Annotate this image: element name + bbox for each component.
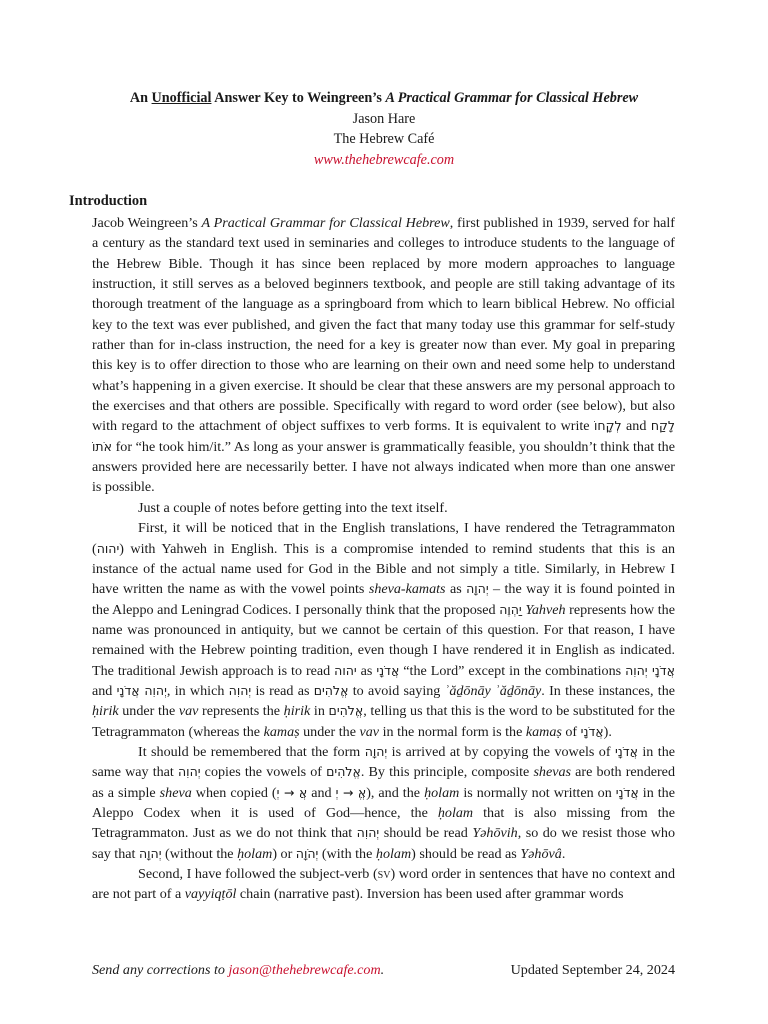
hebrew-text: אֲדֹנָי	[376, 662, 400, 678]
hebrew-text: לָקַח אֹתוֹ	[92, 418, 675, 454]
paragraph-1: Jacob Weingreen’s A Practical Grammar for Classical Hebrew, first published in 1939, served for half a century as the standard text used in seminaries and colleges to introduce students to the language of the Hebrew Bible. Though it has since been replaced by more modern approaches to language instruction, it still serves as a beloved beginners textbook, and people are still taking advantage of its thorough treatment of the language as a springboard from which to learn biblical Hebrew. No official key to the text was ever published, and given the fact that many today use this grammar for self-study rather than for in-class instruction, the need for a key is greater now than ever. My goal in preparing this key is to offer direction to those who are learning on their own and need some help to understand what’s happening in a given exercise. It should be clear that these answers are my personal approach to the exercises and that others are possible. Specifically with regard to word order (see below), but also with regard to the attachment of object suffixes to verb forms. It is equivalent to write לְקָחוֹ and לָקַח אֹתוֹ for “he took him/it.” As long as your answer is grammatically feasible, you shouldn’t think that the answers provided here are necessarily better. I have not always indicated when more than one answer is possible.	[92, 215, 675, 496]
website-link[interactable]: www.thehebrewcafe.com	[313, 151, 455, 168]
hebrew-text: יְהוִה	[178, 764, 201, 780]
paragraph-4: It should be remembered that the form יְהוָה is arrived at by copying the vowels of אֲדֹנָי in the same way that יְהוִה copies the vowels of אֱלֹהִים. By this principle, composite shevas are both rendered as a simple sheva when copied (אֲ → יְ and אֱ → יְ), and the ḥolam is normally not written on אֲדֹנָי in the Aleppo Codex when it is used of God—hence, the ḥolam that is also missing from the Tetragrammaton. Just as we do not think that יְהוִה should be read Yəhōvih, so do we resist those who say that יְהוָה (without the ḥolam) or יְהֹוָה (with the ḥolam) should be read as Yəhōvâ.	[92, 743, 675, 862]
document-title: An Unofficial Answer Key to Weingreen’s A Practical Grammar for Classical Hebrew	[129, 90, 639, 106]
hebrew-text: אֱלֹהִים	[328, 703, 364, 719]
hebrew-text: אֱלֹהִים	[326, 764, 361, 780]
hebrew-text: יְהוָה	[364, 743, 388, 759]
author-name: Jason Hare	[352, 110, 416, 127]
hebrew-text: יְהוִה	[356, 825, 380, 841]
hebrew-text: אֲדֹנָי	[580, 723, 604, 739]
organization-name: The Hebrew Café	[333, 131, 435, 147]
introduction-heading: Introduction	[69, 193, 148, 209]
email-link[interactable]: jason@thehebrewcafe.com	[228, 962, 381, 978]
hebrew-text: לְקָחוֹ	[594, 418, 622, 434]
hebrew-text: יהוה	[334, 662, 357, 678]
hebrew-text: יְהוָה	[138, 845, 162, 861]
hebrew-text: יְהוִה אֲדֹנָי	[116, 682, 167, 698]
title-unofficial: Unofficial	[151, 90, 212, 106]
hebrew-text: אֲדֹנָי	[615, 784, 639, 800]
paragraph-2: Just a couple of notes before getting into the text itself.	[138, 499, 448, 516]
hebrew-text: יַהְוֶה	[499, 601, 522, 617]
corrections-note: Send any corrections to jason@thehebrewcafe.com.	[92, 962, 385, 978]
hebrew-text: יהוה	[96, 540, 120, 556]
updated-date: Updated September 24, 2024	[510, 962, 675, 978]
hebrew-text: יְהוִה	[228, 682, 252, 698]
hebrew-text: אֱלֹהִים	[313, 682, 349, 698]
hebrew-text: אֲדֹנָי	[614, 743, 638, 759]
title-book: A Practical Grammar for Classical Hebrew	[385, 90, 639, 106]
paragraph-3: First, it will be noticed that in the English translations, I have rendered the Tetragrammaton (יהוה) with Yahweh in English. This is a compromise intended to remind students that this is an instance of the actual name used for God in the Bible and not simply a title. Similarly, in Hebrew I have written the name as with the vowel points sheva-kamats as יְהוָה – the way it is found pointed in the Aleppo and Leningrad Codices. I personally think that the proposed יַהְוֶה Yahveh represents how the name was pronounced in antiquity, but we cannot be certain of this question. For that reason, I have remained with the Hebrew pointing tradition, even though I have rendered it in English as indicated. The traditional Jewish approach is to read יהוה as אֲדֹנָי “the Lord” except in the combinations אֲדֹנָי יְהוִה and יְהוִה אֲדֹנָי, in which יְהוִה is read as אֱלֹהִים to avoid saying ʾăḏōnāy ʾăḏōnāy. In these instances, the ḥirik under the vav represents the ḥirik in אֱלֹהִים, telling us that this is the word to be substituted for the Tetragrammaton (whereas the kamaṣ under the vav in the normal form is the kamaṣ of אֲדֹנָי).	[92, 520, 676, 740]
introduction-body	[92, 213, 675, 905]
hebrew-text: יְהוָה	[466, 581, 489, 597]
hebrew-text: יְהֹוָה	[295, 845, 319, 861]
hebrew-text: אֲ → יְ	[276, 784, 308, 800]
document-header	[0, 88, 768, 170]
hebrew-text: אֱ → יְ	[335, 784, 367, 800]
hebrew-text: אֲדֹנָי יְהוִה	[625, 662, 675, 678]
paragraph-5: Second, I have followed the subject-verb (sv) word order in sentences that have no context and are not part of a vayyiqṭōl chain (narrative past). Inversion has been used after grammar words	[92, 866, 676, 903]
